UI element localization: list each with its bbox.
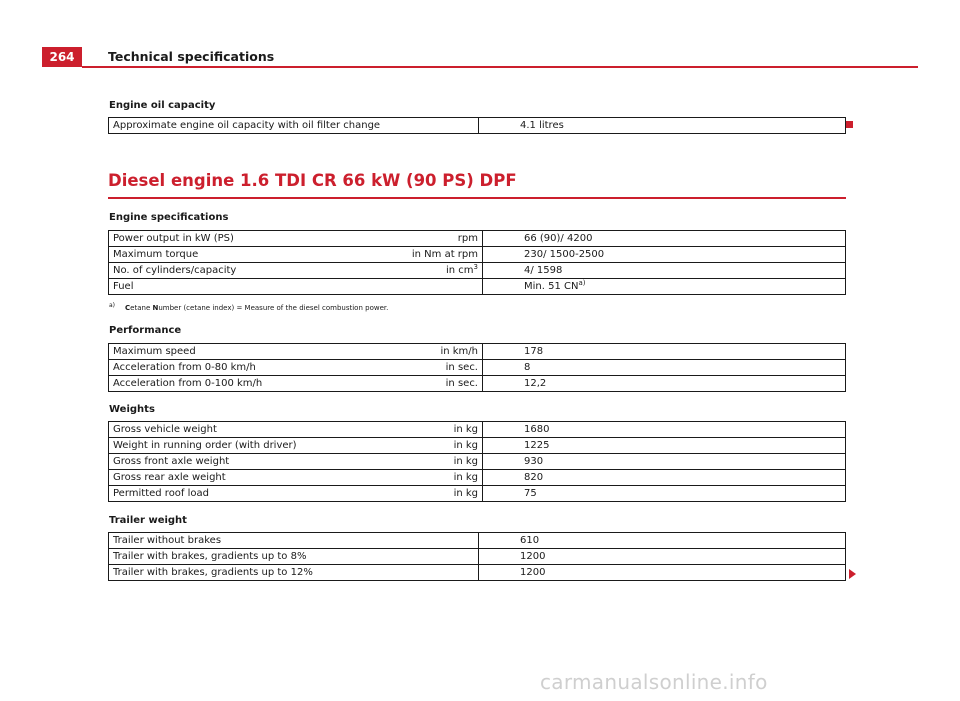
engine-specs-heading: Engine specifications xyxy=(109,212,229,223)
row-value: 1200 xyxy=(479,565,846,581)
row-value: 1200 xyxy=(479,549,846,565)
row-value: 8 xyxy=(483,360,846,376)
table-row xyxy=(109,231,846,247)
performance-table xyxy=(108,343,846,392)
row-label: Trailer with brakes, gradients up to 12% xyxy=(109,565,479,581)
row-label-cell xyxy=(109,263,483,279)
table-row xyxy=(109,438,846,454)
table-row xyxy=(109,263,846,279)
row-label: Acceleration from 0-80 km/h xyxy=(113,362,256,373)
continue-arrow-icon xyxy=(849,569,856,579)
row-label: Weight in running order (with driver) xyxy=(113,440,297,451)
row-value-cell xyxy=(483,279,846,295)
table-row xyxy=(109,549,846,565)
row-unit: in kg xyxy=(453,488,478,499)
row-label-cell xyxy=(109,470,483,486)
row-label-cell xyxy=(109,486,483,502)
table-row xyxy=(109,344,846,360)
table-row xyxy=(109,565,846,581)
row-label: Gross front axle weight xyxy=(113,456,230,467)
footnote-n: N xyxy=(152,304,159,312)
footnote xyxy=(109,302,388,312)
row-value: 1680 xyxy=(483,422,846,438)
row-label-cell xyxy=(109,231,483,247)
row-value: 4/ 1598 xyxy=(483,263,846,279)
row-label-cell xyxy=(109,454,483,470)
row-label: Gross vehicle weight xyxy=(113,424,217,435)
footnote-text-2: umber (cetane index) = Measure of the diesel combustion power. xyxy=(158,304,389,312)
row-label: Trailer without brakes xyxy=(109,533,479,549)
header-title: Technical specifications xyxy=(108,49,275,64)
row-unit: in kg xyxy=(453,440,478,451)
engine-section-title: Diesel engine 1.6 TDI CR 66 kW (90 PS) DPF xyxy=(108,171,517,190)
table-row xyxy=(109,360,846,376)
footnote-c: C xyxy=(125,304,131,312)
row-unit: in kg xyxy=(453,456,478,467)
row-value: 4.1 litres xyxy=(479,118,846,134)
row-label-cell xyxy=(109,376,483,392)
oil-capacity-table xyxy=(108,117,846,134)
row-unit: rpm xyxy=(457,233,478,244)
row-label-cell xyxy=(109,422,483,438)
table-row xyxy=(109,533,846,549)
row-label: Maximum torque xyxy=(113,249,199,260)
row-label-cell xyxy=(109,360,483,376)
weights-heading: Weights xyxy=(109,404,155,415)
header-divider xyxy=(82,66,918,68)
row-value: 66 (90)/ 4200 xyxy=(483,231,846,247)
row-unit: in sec. xyxy=(445,378,478,389)
oil-capacity-heading: Engine oil capacity xyxy=(109,100,216,111)
red-square-icon xyxy=(846,121,853,128)
row-label: Trailer with brakes, gradients up to 8% xyxy=(109,549,479,565)
row-unit: in km/h xyxy=(440,346,478,357)
footnote-mark: a) xyxy=(109,302,116,309)
row-label-cell xyxy=(109,247,483,263)
table-row xyxy=(109,118,846,134)
weights-table xyxy=(108,421,846,502)
table-row xyxy=(109,422,846,438)
row-value: Min. 51 CN xyxy=(524,281,579,292)
engine-specs-table xyxy=(108,230,846,295)
table-row xyxy=(109,454,846,470)
row-value: 230/ 1500-2500 xyxy=(483,247,846,263)
table-row xyxy=(109,486,846,502)
title-divider xyxy=(108,197,846,199)
row-label: Power output in kW (PS) xyxy=(113,233,234,244)
row-label: Maximum speed xyxy=(113,346,196,357)
page-header xyxy=(0,0,960,80)
row-value: 820 xyxy=(483,470,846,486)
row-label: Gross rear axle weight xyxy=(113,472,226,483)
unit-superscript: 3 xyxy=(473,263,478,271)
row-unit-wrap xyxy=(446,263,478,278)
footnote-text-1: etane xyxy=(130,304,153,312)
row-value: 1225 xyxy=(483,438,846,454)
table-row xyxy=(109,247,846,263)
row-value: 12,2 xyxy=(483,376,846,392)
row-label-cell xyxy=(109,438,483,454)
row-unit: in kg xyxy=(453,472,478,483)
trailer-table xyxy=(108,532,846,581)
row-value: 178 xyxy=(483,344,846,360)
row-value: 75 xyxy=(483,486,846,502)
row-value: 610 xyxy=(479,533,846,549)
row-label-cell xyxy=(109,344,483,360)
row-label: Approximate engine oil capacity with oil filter change xyxy=(109,118,479,134)
row-label: Permitted roof load xyxy=(113,488,210,499)
row-unit: in sec. xyxy=(445,362,478,373)
performance-heading: Performance xyxy=(109,325,182,336)
row-label-cell xyxy=(109,279,483,295)
trailer-heading: Trailer weight xyxy=(109,515,187,526)
page-number: 264 xyxy=(42,47,82,67)
row-label: Fuel xyxy=(113,281,134,292)
table-row xyxy=(109,376,846,392)
table-row xyxy=(109,470,846,486)
row-value: 930 xyxy=(483,454,846,470)
table-row xyxy=(109,279,846,295)
row-unit: in kg xyxy=(453,424,478,435)
row-label: No. of cylinders/capacity xyxy=(113,265,237,276)
watermark: carmanualsonline.info xyxy=(540,670,768,694)
row-label: Acceleration from 0-100 km/h xyxy=(113,378,263,389)
footnote-ref: a) xyxy=(578,279,586,287)
row-unit: in Nm at rpm xyxy=(411,249,478,260)
row-unit: in cm xyxy=(445,265,474,276)
